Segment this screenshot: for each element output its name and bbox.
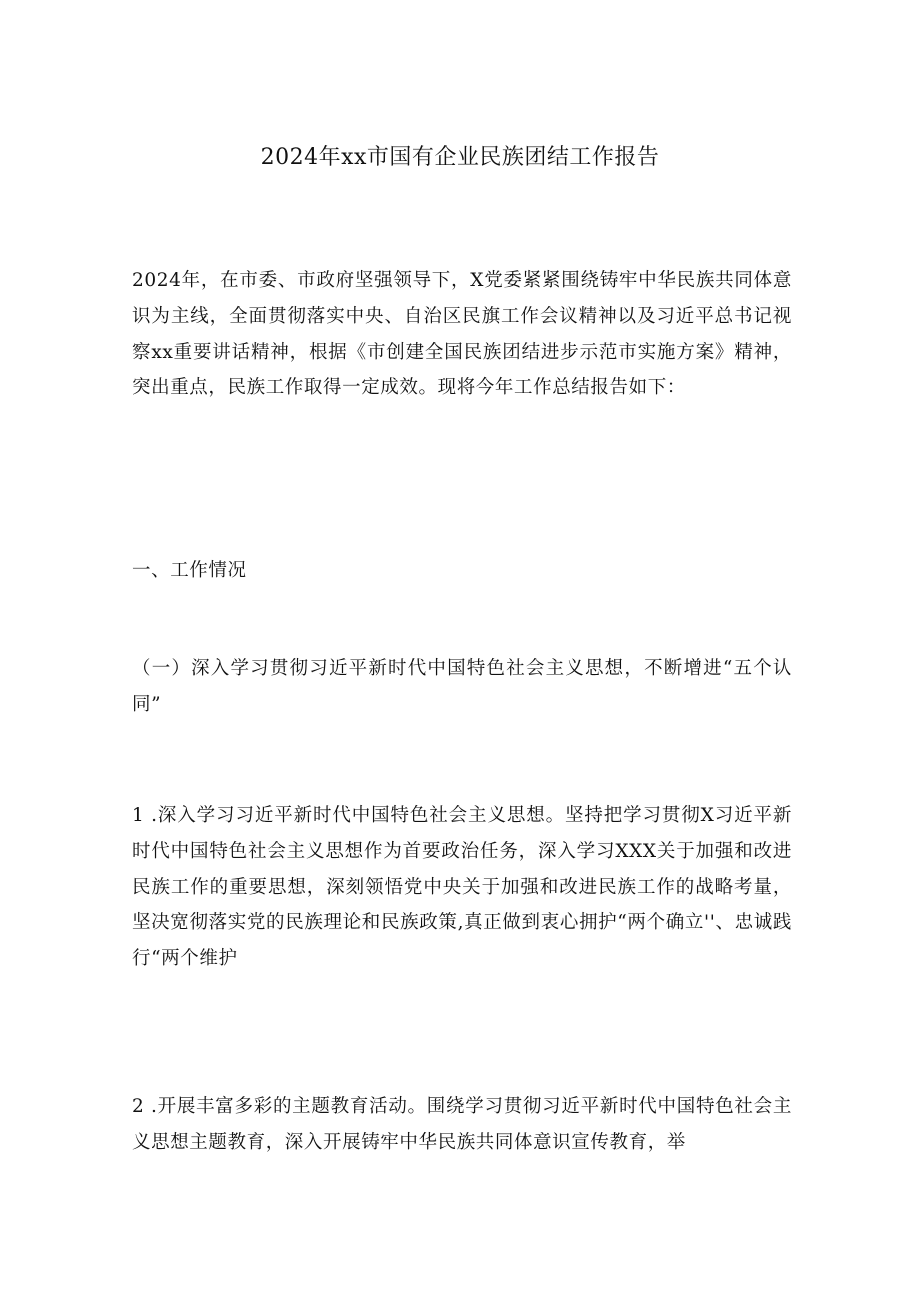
section-heading: 一、工作情况 (132, 560, 247, 581)
intro-paragraph: 2024年，在市委、市政府坚强领导下，X党委紧紧围绕铸牢中华民族共同体意识为主线，全面贯彻落实中央、自治区民旗工作会议精神以及习近平总书记视察xx重要讲话精神，根据《市创建全国民族团结进步示范市实施方案》精神，突出重点，民族工作取得一定成效。现将今年工作总结报告如下： (132, 270, 792, 399)
document-title: 2024年xx市国有企业民族团结工作报告 (260, 145, 660, 170)
item-2-paragraph: 2 .开展丰富多彩的主题教育活动。围绕学习贯彻习近平新时代中国特色社会主义思想主题教育，深入开展铸牢中华民族共同体意识宣传教育，举 (132, 1096, 792, 1153)
item-1-paragraph: 1 .深入学习习近平新时代中国特色社会主义思想。坚持把学习贯彻X习近平新时代中国特色社会主义思想作为首要政治任务，深入学习XXX关于加强和改进民族工作的重要思想，深刻领悟党中央关于加强和改进民族工作的战略考量，坚决宽彻落实党的民族理论和民族政策,真正做到衷心拥护“两个确立''、忠诚践行“两个维护 (132, 805, 792, 970)
subsection-heading: （一）深入学习贯彻习近平新时代中国特色社会主义思想，不断增进“五个认同” (132, 658, 792, 715)
